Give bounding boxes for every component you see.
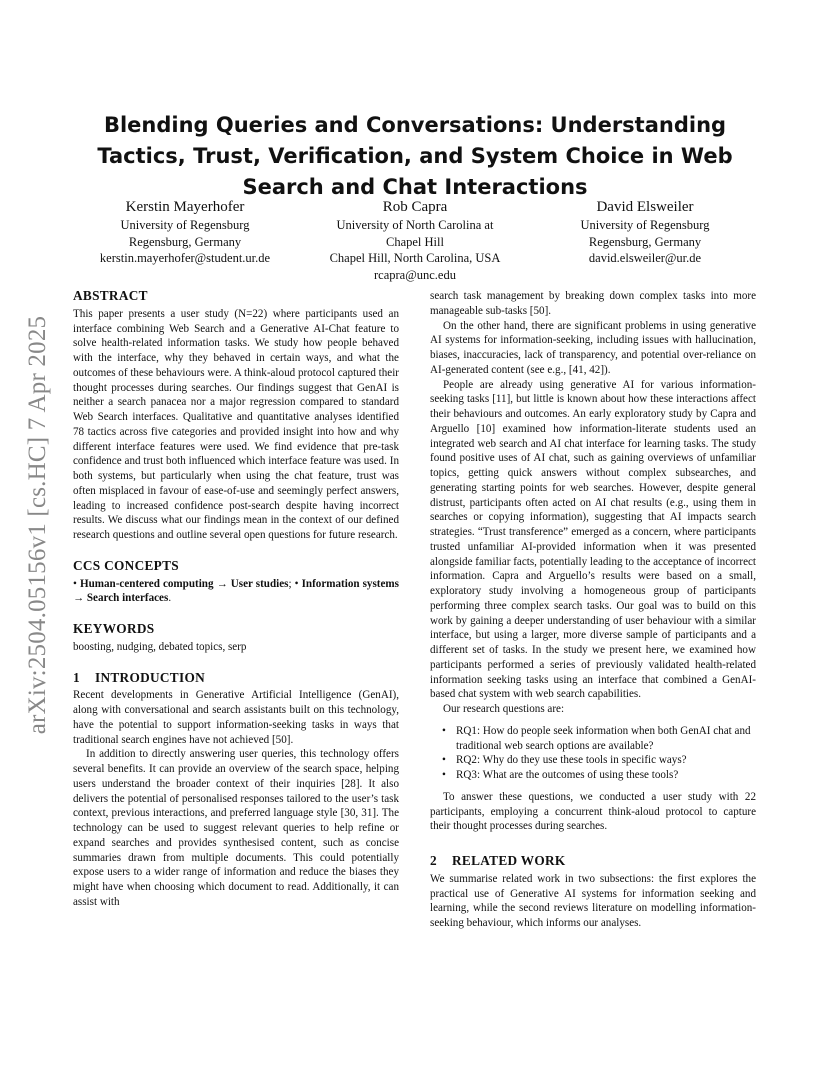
ccs-concept-2: Information systems → Search interfaces — [73, 577, 399, 605]
author-affiliation-cont: Chapel Hill — [386, 234, 444, 249]
ccs-bullet: • — [73, 577, 80, 590]
keywords-heading: KEYWORDS — [73, 621, 155, 636]
research-question-1: • RQ1: How do people seek information when both GenAI chat and traditional web search options are available? — [456, 724, 756, 754]
intro-paragraph-5: To answer these questions, we conducted a user study with 22 participants, employing a concurrent think-aloud protocol to capture their thought processes during searches. — [430, 790, 756, 833]
arxiv-id: arXiv:2504.05156v1 [cs.HC] 7 Apr 2025 — [24, 315, 51, 735]
ccs-text — [73, 577, 399, 607]
ccs-separator: ; — [288, 577, 295, 590]
abstract-heading: ABSTRACT — [73, 288, 148, 303]
author-name: David Elsweiler — [596, 199, 694, 215]
related-paragraph-1: We summarise related work in two subsections: the first explores the practical use of Generative AI systems for information seeking and learning, while the second reviews literature on modelling information-seeking behaviour, which informs our analyses. — [430, 872, 756, 929]
ccs-end: . — [168, 592, 172, 605]
section-title: RELATED WORK — [452, 853, 566, 868]
section-number: 1 — [73, 669, 80, 685]
section-number: 2 — [430, 853, 437, 868]
author-block — [70, 197, 760, 283]
left-column — [73, 289, 399, 910]
ccs-heading: CCS CONCEPTS — [73, 557, 179, 573]
intro-paragraph-4: People are already using generative AI for various information-seeking tasks [11], but little is known about how these interactions affect their behaviours and outcomes. An early exploratory study by Capra and Arguello [10] examined how information-literate students used an integrated web search and AI chat interface for learning tasks. The study found positive uses of AI chat, such as gaining overviews of unfamiliar topics, getting quick answers without complex subsearches, and generating starting points for web searches. However, despite general distrust, participants often acted on AI chat results (e.g., using them in searches or copying information), suggesting that AI impacts search strategies. “Trust transference” emerged as a concern, where participants trusted unfamiliar AI-provided information when it was presented alongside familiar facts, potentially leading to the acceptance of incorrect information. Capra and Arguello’s results were based on a small, exploratory study involving a homogeneous group of participants performing three complex search tasks. Our goal was to build on this work by gaining a deeper understanding of user behaviour with a similar interface, but using a larger, more diverse sample of participants and a different set of tasks. In the study we present here, we examined how participants performed a series of previously validated health-related information seeking tasks using an interface that combined a GenAI-based chat system with web search capabilities. — [430, 378, 756, 701]
intro-paragraph-2-cont: search task management by breaking down complex tasks into more manageable sub-tasks [50]. — [430, 290, 756, 317]
author-affiliation: University of Regensburg — [580, 218, 710, 232]
right-column — [430, 289, 756, 931]
research-question-3: • RQ3: What are the outcomes of using these tools? — [456, 768, 756, 783]
ccs-bullet: • — [294, 577, 302, 590]
author-affiliation: University of Regensburg — [120, 218, 250, 232]
author-2 — [300, 197, 530, 283]
author-location: Regensburg, Germany — [128, 234, 242, 249]
intro-paragraph-2: In addition to directly answering user queries, this technology offers several benefits. It can provide an overview of the search space, helping users understand the broader context of their inquiries [28]. It also delivers the potential of personalised responses tailored to the user’s task context, previous interactions, and preferred language style [30, 31]. The technology can be used to suggest relevant queries to help refine or expand searches and provides synthesised content, such as concise summaries drawn from multiple documents. This could potentially expose users to a wider range of information and reduce the biases they might have when choosing which document to read. Additionally, it can assist with — [73, 748, 399, 908]
arxiv-stamp — [20, 290, 56, 760]
related-work-heading — [430, 854, 756, 869]
author-email: kerstin.mayerhofer@student.ur.de — [99, 251, 271, 265]
author-email: david.elsweiler@ur.de — [588, 251, 702, 265]
author-name: Kerstin Mayerhofer — [125, 199, 245, 215]
abstract-text: This paper presents a user study (N=22) where participants used an interface combining Web Search and a Generative AI-Chat feature to solve health-related information tasks. We study how people behaved with the interface, why they behaved in certain ways, and what the outcomes of these behaviours were. A think-aloud protocol captured their thought processes during searches. Our findings suggest that GenAI is neither a search panacea nor a major regression compared to standard Web Search interfaces. Qualitative and quantitative analyses identified 78 tactics across five categories and provided insight into how and why different interface features were used. We find evidence that pre-task confidence and trust both influenced which interface feature was used. In both systems, but particularly when using the chat feature, trust was often misplaced in favour of ease-of-use and seemingly perfect answers, leading to increased confidence post-search despite having incorrect results. We discuss what our findings mean in the context of our defined research questions and outline several open questions for future research. — [73, 307, 399, 541]
keywords-text: boosting, nudging, debated topics, serp — [73, 640, 247, 653]
author-affiliation: University of North Carolina at — [336, 218, 494, 232]
ccs-concept-1: Human-centered computing → User studies — [79, 577, 289, 590]
research-questions-lead: Our research questions are: — [443, 703, 565, 715]
author-location: Chapel Hill, North Carolina, USA — [329, 251, 501, 265]
section-title: INTRODUCTION — [95, 669, 205, 685]
introduction-heading — [73, 671, 399, 686]
intro-paragraph-3: On the other hand, there are significant problems in using generative AI systems for information-seeking, including issues with hallucination, biases, inaccuracies, lack of transparency, and potential over-reliance on AI-generated content (see e.g., [41, 42]). — [430, 319, 756, 376]
author-name: Rob Capra — [382, 199, 448, 215]
intro-paragraph-1: Recent developments in Generative Artificial Intelligence (GenAI), along with conversational and search assistants built on this technology, have the potential to support information-seeking tasks in ways that traditional search engines have not achieved [50]. — [73, 689, 399, 746]
author-1 — [70, 197, 300, 283]
research-questions-list — [430, 724, 756, 783]
author-email: rcapra@unc.edu — [374, 267, 456, 282]
author-3 — [530, 197, 760, 283]
author-location: Regensburg, Germany — [588, 234, 702, 249]
research-question-2: • RQ2: Why do they use these tools in specific ways? — [456, 753, 756, 768]
paper-title: Blending Queries and Conversations: Understanding Tactics, Trust, Verification, and System Choice in Web Search and Chat Interactions — [97, 113, 733, 199]
